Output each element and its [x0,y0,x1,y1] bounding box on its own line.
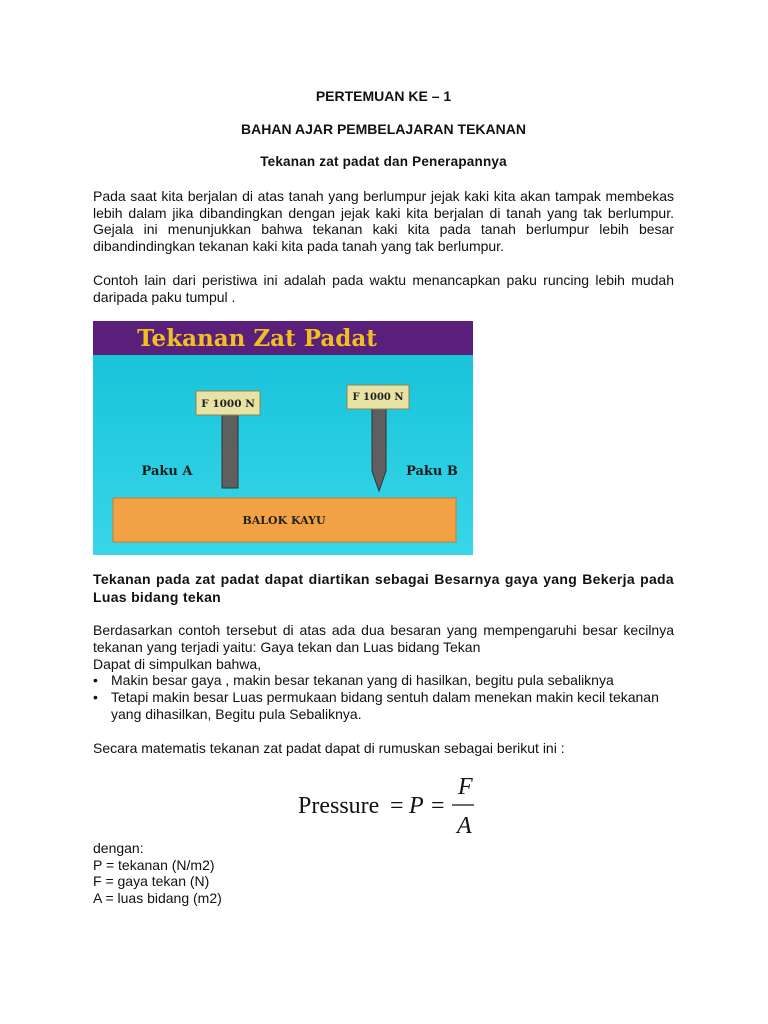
wooden-block-label: BALOK KAYU [242,514,326,527]
conclusion-list [93,672,674,723]
definition-line: A = luas bidang (m2) [93,889,222,906]
formula-lhs: Pressure [298,793,380,819]
definition-statement: Tekanan pada zat padat dapat diartikan sebagai Besarnya gaya yang Bekerja pada Luas bidang tekan [93,571,674,605]
formula-numerator: F [458,774,473,800]
bullet-icon: • [93,672,98,688]
force-label-a: F 1000 N [201,398,255,410]
list-item: • Makin besar gaya , makin besar tekanan yang di hasilkan, begitu pula sebaliknya [93,672,614,688]
formula-p: P [409,793,424,819]
example-paragraph: Contoh lain dari peristiwa ini adalah pada waktu menancapkan paku runcing lebih mudah daripada paku tumpul . [93,272,674,305]
formula-equals-2: = [431,793,445,819]
illustration-heading: Tekanan Zat Padat [137,325,377,352]
nail-a [222,413,238,488]
nail-a-label: Paku A [141,464,193,479]
page-title: PERTEMUAN KE – 1 [315,88,452,104]
nail-b [372,407,386,491]
nail-b-label: Paku B [406,464,458,479]
definition-line: F = gaya tekan (N) [93,873,210,890]
formula-equals-1: = [390,793,404,819]
list-item: • Tetapi makin besar Luas permukaan bidang sentuh dalam menekan makin kecil tekanan yang dihasilkan, Begitu pula Sebaliknya. [93,689,659,722]
intro-paragraph: Pada saat kita berjalan di atas tanah yang berlumpur jejak kaki kita akan tampak membekas lebih dalam jika dibandingkan dengan jejak kaki kita berjalan di tanah yang tak berlumpur. Gejala ini menunjukkan bahwa tekanan kaki kita pada tanah berlumpur lebih besar dibandindingkan tekanan kaki kita pada tanah yang tak berlumpur. [93,188,674,254]
page-subtitle: BAHAN AJAR PEMBELAJARAN TEKANAN [241,121,526,137]
math-intro: Secara matematis tekanan zat padat dapat di rumuskan sebagai berikut ini : [93,740,565,756]
factors-paragraph: Berdasarkan contoh tersebut di atas ada dua besaran yang mempengaruhi besar kecilnya tekanan yang terjadi yaitu: Gaya tekan dan Luas bidang Tekan [93,622,674,655]
force-label-b: F 1000 N [352,392,404,403]
pressure-formula [298,772,478,840]
definitions-intro: dengan: [93,840,144,856]
definition-line: P = tekanan (N/m2) [93,856,215,873]
bullet-icon: • [93,689,98,705]
formula-denominator: A [457,813,472,839]
section-title: Tekanan zat padat dan Penerapannya [260,154,507,169]
conclusion-intro: Dapat di simpulkan bahwa, [93,656,262,672]
pressure-illustration [93,321,473,555]
variable-definitions [93,840,222,906]
